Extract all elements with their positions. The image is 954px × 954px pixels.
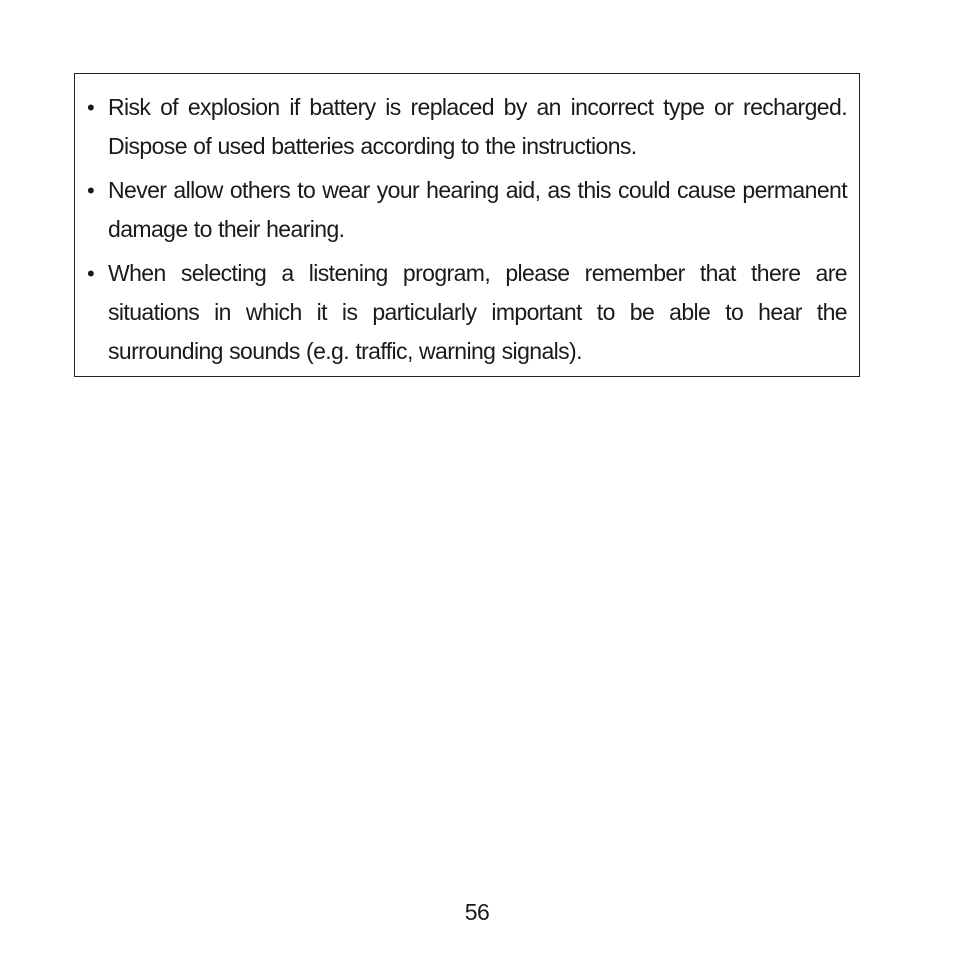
page-number: 56 (464, 899, 490, 925)
bullet-icon: • (87, 95, 95, 120)
warning-text-battery: Risk of explosion if battery is replaced by an incorrect type or recharged. Dispose of used batteries according to the instructions. (108, 94, 847, 159)
warning-item-battery (87, 88, 847, 166)
bullet-icon: • (87, 261, 95, 286)
warning-item-program (87, 254, 847, 371)
warning-item-others (87, 171, 847, 249)
bullet-icon: • (87, 178, 95, 203)
warning-text-program: When selecting a listening program, please remember that there are situations in which it is particularly important to be able to hear the surrounding sounds (e.g. traffic, warning signals). (108, 260, 847, 364)
warning-box (74, 73, 860, 377)
warning-list (87, 88, 847, 371)
warning-text-others: Never allow others to wear your hearing aid, as this could cause permanent damage to their hearing. (108, 177, 847, 242)
